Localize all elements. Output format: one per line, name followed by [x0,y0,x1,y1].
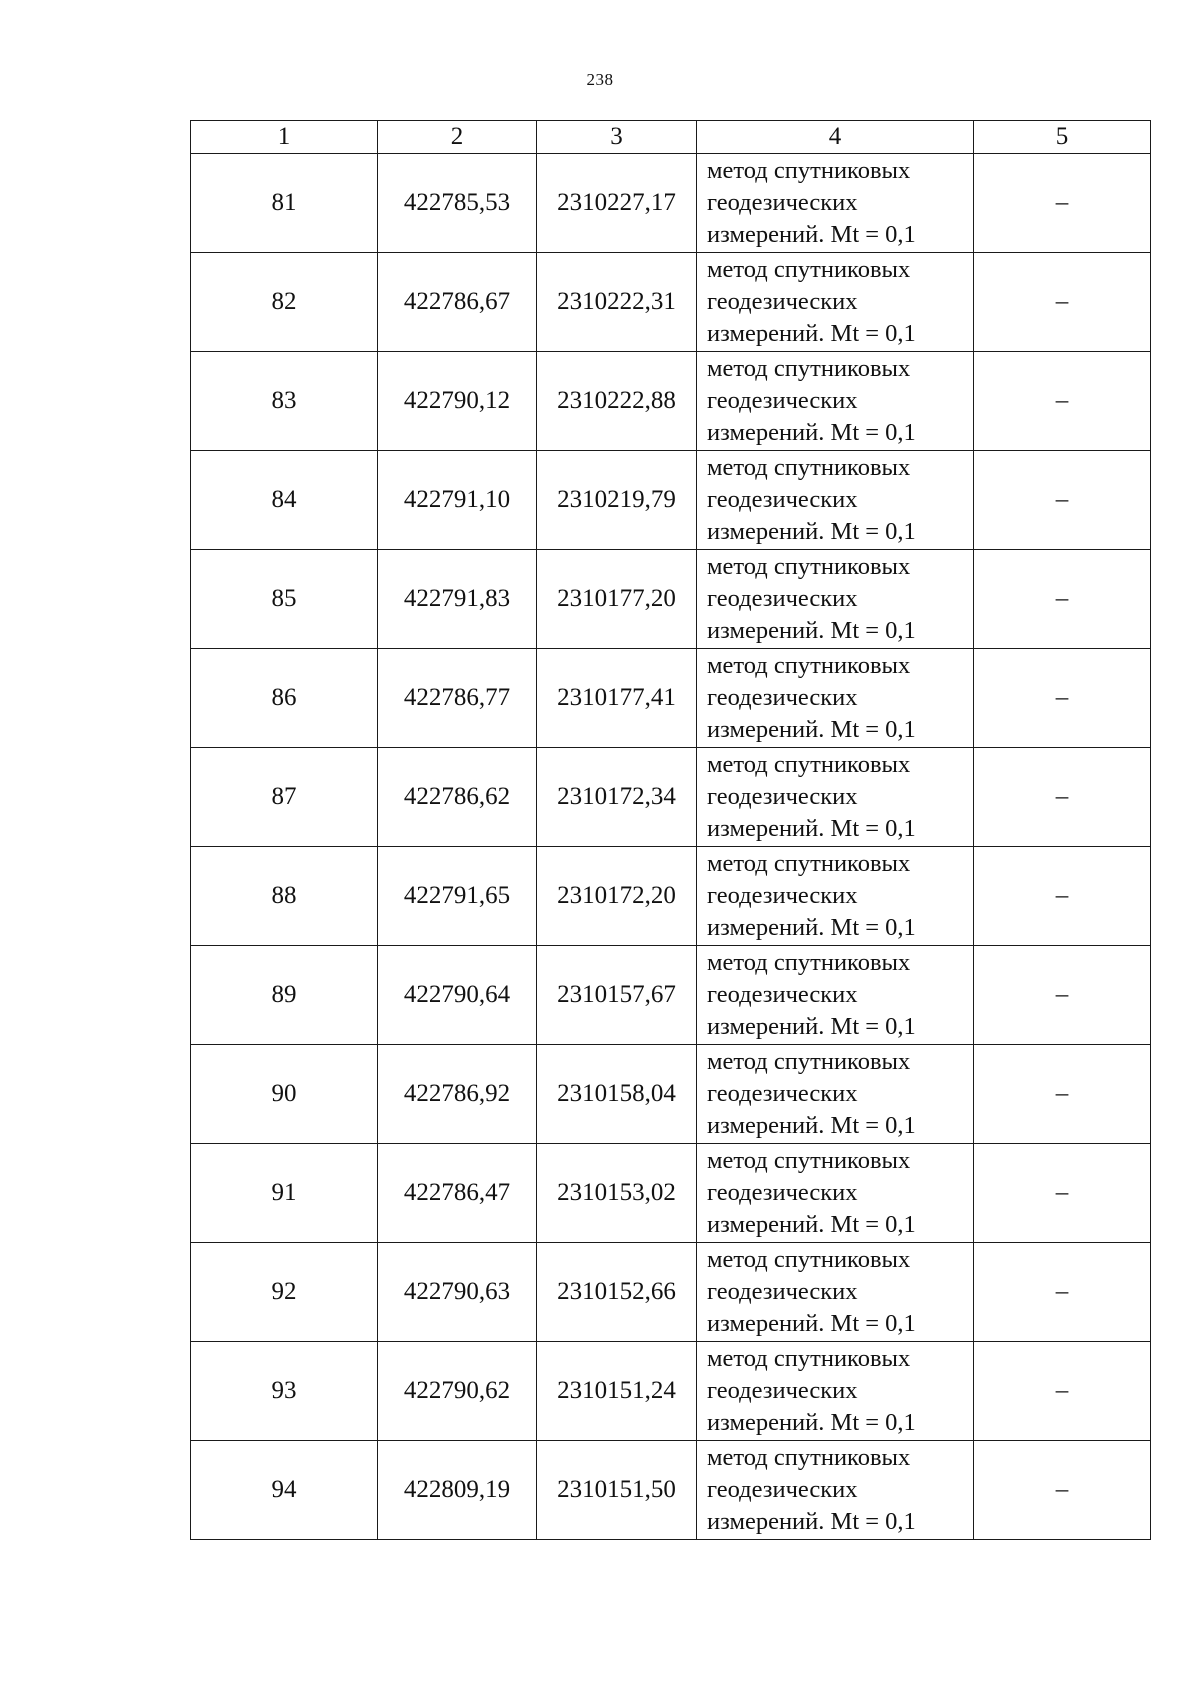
table-body [191,154,1151,1540]
note-cell: – [974,1342,1151,1441]
table-row [191,253,1151,352]
table-row [191,847,1151,946]
table-row [191,649,1151,748]
method-line: измерений. Mt = 0,1 [707,1310,916,1337]
table-header [191,121,1151,154]
method-line: измерений. Mt = 0,1 [707,221,916,248]
method-line: геодезических [707,486,858,513]
method-line: измерений. Mt = 0,1 [707,419,916,446]
method-line: измерений. Mt = 0,1 [707,716,916,743]
method-cell [697,1144,974,1243]
note-cell: – [974,649,1151,748]
table-row [191,1045,1151,1144]
note-cell: – [974,253,1151,352]
point-number-cell: 82 [191,253,378,352]
coordinates-table [190,120,1151,1540]
x-coordinate-cell: 422790,12 [378,352,537,451]
method-cell [697,946,974,1045]
x-coordinate-cell: 422786,77 [378,649,537,748]
point-number-cell: 81 [191,154,378,253]
x-coordinate-cell: 422809,19 [378,1441,537,1540]
method-line: измерений. Mt = 0,1 [707,914,916,941]
point-number-cell: 92 [191,1243,378,1342]
method-line: метод спутниковых [707,850,911,877]
method-line: метод спутниковых [707,652,911,679]
point-number-cell: 86 [191,649,378,748]
method-line: геодезических [707,783,858,810]
table-row [191,550,1151,649]
method-cell [697,1243,974,1342]
y-coordinate-cell: 2310219,79 [537,451,697,550]
x-coordinate-cell: 422791,83 [378,550,537,649]
method-line: метод спутниковых [707,454,911,481]
method-cell [697,451,974,550]
method-cell [697,253,974,352]
method-cell [697,1045,974,1144]
y-coordinate-cell: 2310151,50 [537,1441,697,1540]
header-col-4: 4 [697,121,974,154]
method-line: геодезических [707,684,858,711]
page-number: 238 [586,70,614,89]
table-row [191,451,1151,550]
point-number-cell: 91 [191,1144,378,1243]
point-number-cell: 94 [191,1441,378,1540]
x-coordinate-cell: 422785,53 [378,154,537,253]
x-coordinate-cell: 422790,62 [378,1342,537,1441]
method-line: измерений. Mt = 0,1 [707,518,916,545]
method-line: геодезических [707,1377,858,1404]
header-col-1: 1 [191,121,378,154]
header-col-2: 2 [378,121,537,154]
y-coordinate-cell: 2310172,20 [537,847,697,946]
method-line: геодезических [707,882,858,909]
table-row [191,1243,1151,1342]
method-cell [697,154,974,253]
method-line: метод спутниковых [707,1147,911,1174]
x-coordinate-cell: 422791,10 [378,451,537,550]
y-coordinate-cell: 2310227,17 [537,154,697,253]
method-line: геодезических [707,1278,858,1305]
point-number-cell: 93 [191,1342,378,1441]
table-row [191,154,1151,253]
header-col-3: 3 [537,121,697,154]
header-col-5: 5 [974,121,1151,154]
table-row [191,1144,1151,1243]
point-number-cell: 85 [191,550,378,649]
method-line: измерений. Mt = 0,1 [707,1013,916,1040]
table-row [191,1441,1151,1540]
method-line: геодезических [707,1080,858,1107]
note-cell: – [974,550,1151,649]
method-line: метод спутниковых [707,355,911,382]
note-cell: – [974,847,1151,946]
method-cell [697,550,974,649]
y-coordinate-cell: 2310177,20 [537,550,697,649]
table-row [191,946,1151,1045]
y-coordinate-cell: 2310153,02 [537,1144,697,1243]
note-cell: – [974,154,1151,253]
method-line: измерений. Mt = 0,1 [707,1112,916,1139]
y-coordinate-cell: 2310177,41 [537,649,697,748]
y-coordinate-cell: 2310172,34 [537,748,697,847]
note-cell: – [974,1441,1151,1540]
y-coordinate-cell: 2310222,31 [537,253,697,352]
method-line: геодезических [707,189,858,216]
method-line: измерений. Mt = 0,1 [707,617,916,644]
method-line: измерений. Mt = 0,1 [707,815,916,842]
point-number-cell: 90 [191,1045,378,1144]
point-number-cell: 88 [191,847,378,946]
method-line: метод спутниковых [707,1444,911,1471]
method-line: метод спутниковых [707,1345,911,1372]
note-cell: – [974,1243,1151,1342]
method-line: измерений. Mt = 0,1 [707,1211,916,1238]
point-number-cell: 87 [191,748,378,847]
x-coordinate-cell: 422786,67 [378,253,537,352]
method-cell [697,748,974,847]
header-row [191,121,1151,154]
table-row [191,352,1151,451]
method-cell [697,352,974,451]
y-coordinate-cell: 2310222,88 [537,352,697,451]
note-cell: – [974,352,1151,451]
x-coordinate-cell: 422786,92 [378,1045,537,1144]
method-line: метод спутниковых [707,256,911,283]
note-cell: – [974,748,1151,847]
method-cell [697,1441,974,1540]
table-row [191,748,1151,847]
method-line: геодезических [707,585,858,612]
method-line: измерений. Mt = 0,1 [707,320,916,347]
x-coordinate-cell: 422786,47 [378,1144,537,1243]
method-line: геодезических [707,1476,858,1503]
method-line: метод спутниковых [707,553,911,580]
x-coordinate-cell: 422790,63 [378,1243,537,1342]
method-line: метод спутниковых [707,751,911,778]
method-cell [697,847,974,946]
method-line: измерений. Mt = 0,1 [707,1409,916,1436]
method-line: геодезических [707,981,858,1008]
method-line: геодезических [707,387,858,414]
method-cell [697,649,974,748]
method-line: геодезических [707,288,858,315]
method-line: метод спутниковых [707,949,911,976]
note-cell: – [974,946,1151,1045]
x-coordinate-cell: 422786,62 [378,748,537,847]
method-line: геодезических [707,1179,858,1206]
point-number-cell: 89 [191,946,378,1045]
method-cell [697,1342,974,1441]
x-coordinate-cell: 422790,64 [378,946,537,1045]
table-row [191,1342,1151,1441]
note-cell: – [974,1144,1151,1243]
method-line: измерений. Mt = 0,1 [707,1508,916,1535]
x-coordinate-cell: 422791,65 [378,847,537,946]
method-line: метод спутниковых [707,157,911,184]
y-coordinate-cell: 2310151,24 [537,1342,697,1441]
note-cell: – [974,1045,1151,1144]
point-number-cell: 84 [191,451,378,550]
y-coordinate-cell: 2310158,04 [537,1045,697,1144]
note-cell: – [974,451,1151,550]
method-line: метод спутниковых [707,1048,911,1075]
y-coordinate-cell: 2310152,66 [537,1243,697,1342]
method-line: метод спутниковых [707,1246,911,1273]
y-coordinate-cell: 2310157,67 [537,946,697,1045]
point-number-cell: 83 [191,352,378,451]
